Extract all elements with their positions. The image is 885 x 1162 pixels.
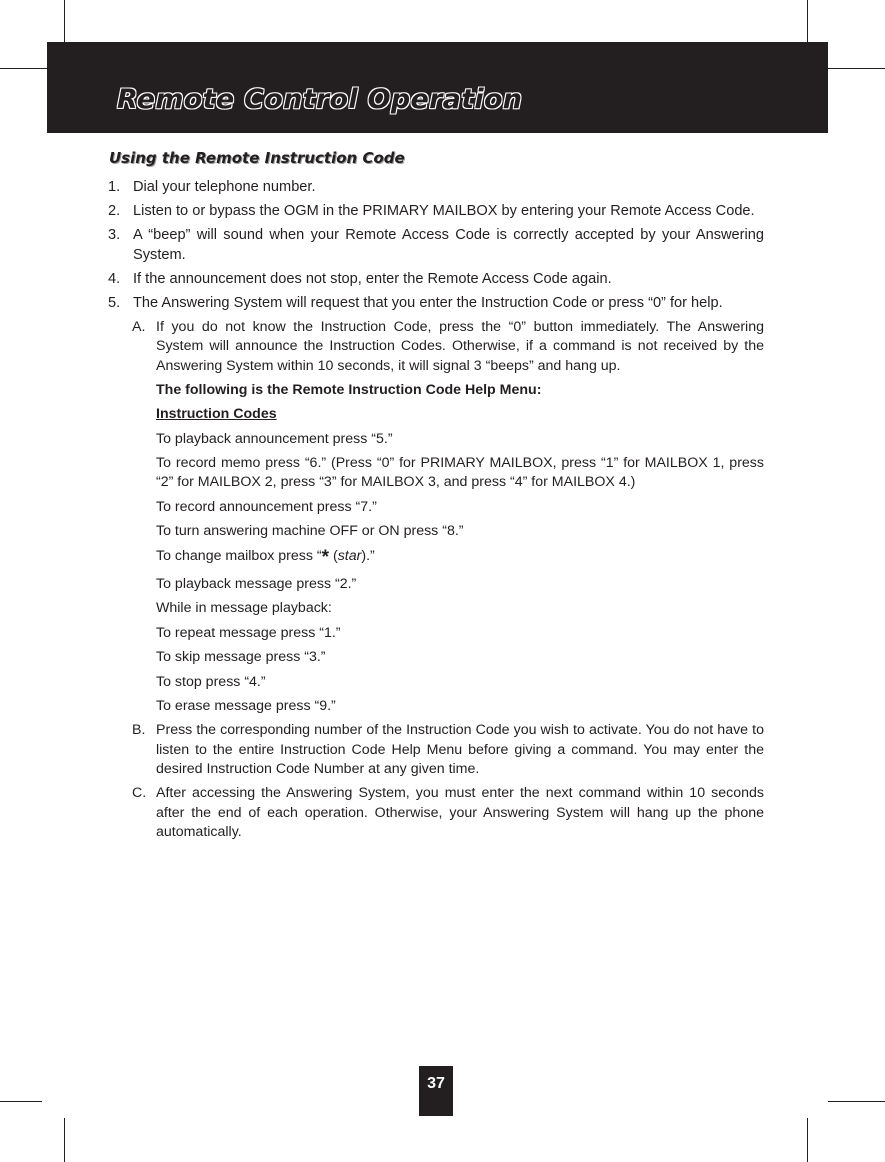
substep-text: If you do not know the Instruction Code, press the “0” button immediately. The Answering System will announce the Instruction Codes. Otherwise, if a command is not received by the Answering System within 10 seconds, it will signal 3 “beeps” and hang up. — [156, 318, 764, 374]
crop-mark-top-right-horizontal — [828, 68, 885, 69]
instructions-body — [108, 178, 764, 847]
step-text: A “beep” will sound when your Remote Access Code is correctly accepted by your Answering System. — [133, 227, 764, 263]
substep-b — [108, 721, 764, 779]
help-menu-item: To record memo press “6.” (Press “0” for PRIMARY MAILBOX, press “1” for MAILBOX 1, press “2” for MAILBOX 2, press “3” for MAILBOX 3, and press “4” for MAILBOX 4.) — [156, 455, 764, 491]
crop-mark-top-left-vertical — [64, 0, 65, 42]
step-item — [108, 226, 764, 265]
substep-label: B. — [132, 722, 146, 739]
help-menu-subheading: Instruction Codes — [156, 406, 277, 423]
substep-text: Press the corresponding number of the Instruction Code you wish to activate. You do not have to listen to the entire Instruction Code Help Menu before giving a command. You may enter the desired Instruction Code Number at any given time. — [156, 722, 764, 778]
substep-label: C. — [132, 785, 147, 802]
page-number: 37 — [419, 1066, 453, 1116]
crop-mark-top-right-vertical — [807, 0, 808, 42]
page-title: Remote Control Operation — [117, 84, 523, 115]
section-title: Using the Remote Instruction Code — [109, 149, 405, 167]
step-number: 3. — [108, 227, 121, 244]
help-menu-item: To turn answering machine OFF or ON press “8.” — [156, 523, 464, 540]
step-item — [108, 294, 764, 313]
help-menu-heading: The following is the Remote Instruction Code Help Menu: — [156, 381, 542, 398]
substep-c — [108, 784, 764, 842]
substep-text: After accessing the Answering System, you must enter the next command within 10 seconds after the end of each operation. Otherwise, your Answering System will hang up the phone automatically. — [156, 785, 764, 841]
crop-mark-bottom-right-vertical — [807, 1118, 808, 1162]
help-menu-item: To erase message press “9.” — [156, 698, 336, 715]
step-item — [108, 202, 764, 221]
step-number: 2. — [108, 203, 121, 220]
crop-mark-bottom-right-horizontal — [828, 1101, 885, 1102]
step-number: 4. — [108, 270, 121, 287]
star-word: star — [337, 547, 362, 564]
help-menu-item: While in message playback: — [156, 600, 332, 617]
step-text: If the announcement does not stop, enter the Remote Access Code again. — [133, 270, 612, 287]
step-item — [108, 270, 764, 289]
step-number: 5. — [108, 294, 121, 311]
crop-mark-bottom-left-horizontal — [0, 1101, 42, 1102]
help-menu-item: To record announcement press “7.” — [156, 498, 377, 515]
step-item — [108, 178, 764, 197]
step-text: Dial your telephone number. — [133, 179, 316, 195]
substep-a — [108, 318, 764, 376]
help-menu-item: To repeat message press “1.” — [156, 624, 341, 641]
substep-label: A. — [132, 318, 146, 335]
step-text: Listen to or bypass the OGM in the PRIMARY MAILBOX by entering your Remote Access Code. — [133, 203, 755, 220]
step-text: The Answering System will request that you enter the Instruction Code or press “0” for help. — [133, 294, 723, 311]
help-menu-item: To playback message press “2.” — [156, 576, 357, 593]
crop-mark-top-left-horizontal — [0, 68, 47, 69]
help-menu-item: To playback announcement press “5.” — [156, 430, 393, 447]
step-number: 1. — [108, 179, 121, 195]
crop-mark-bottom-left-vertical — [64, 1118, 65, 1162]
help-menu-item-change-mailbox: To change mailbox press “* (star).” — [156, 546, 375, 568]
help-menu-item: To stop press “4.” — [156, 673, 266, 690]
help-menu-item: To skip message press “3.” — [156, 649, 326, 666]
star-key-icon: * — [321, 546, 330, 568]
